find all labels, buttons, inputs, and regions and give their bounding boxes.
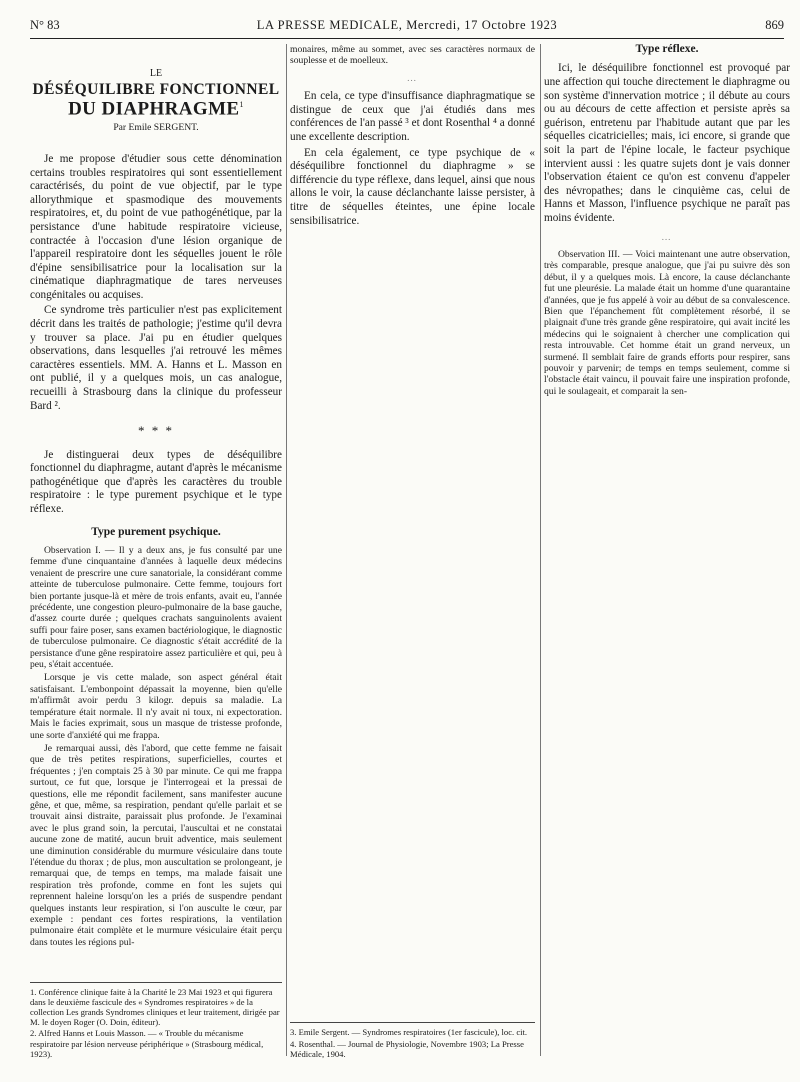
masthead: LA PRESSE MEDICALE, Mercredi, 17 Octobre 1923 xyxy=(256,18,558,32)
page-number: 869 xyxy=(765,18,784,32)
paragraph: Observation I. — Il y a deux ans, je fus consulté par une femme d'une cinquantaine d'années à laquelle deux médecins venaient de prescrire une cure sanatoriale, la considérant comme atteinte de tuberculose pulmonaire. Cette femme, toujours fort bien portante jusque-là et mère de trois enfants, avait eu, l'année précédente, une congestion pleuro-pulmonaire de la base gauche, d'assez courte durée ; quelques crachats sanguinolents avaient suffi pour faire poser, sans examen bactériologique, le diagnostic de tuberculose pulmonaire. Ce diagnostic s'était accrédité de la persistance d'une gêne respiratoire assez particulière et qui, peu à peu, s'était accentuée. xyxy=(30,545,282,671)
title-article: LE xyxy=(149,68,163,79)
omitted-text-marker: … xyxy=(406,72,419,84)
paragraph: Ce syndrome très particulier n'est pas explicitement décrit dans les traités de pathologie; j'estime qu'il devra y trouver sa place. J'ai pu en étudier quelques observations, dans lesquelles j'ai retrouvé les mêmes caractères essentiels. MM. A. Hanns et L. Masson en ont publié, il y a quelques mois, un cas analogue, recueilli à Strasbourg dans la clinique du professeur Bard ². xyxy=(30,304,282,412)
footnote: 2. Alfred Hanns et Louis Masson. — « Trouble du mécanisme respiratoire par lésion nerveuse périphérique » (Strasbourg médical, 1923). xyxy=(30,1028,264,1059)
page-header xyxy=(30,14,784,39)
article-title-line-2: DU DIAPHRAGME$^1$ xyxy=(68,98,244,120)
paragraph: monaires, même au sommet, avec ses caractères normaux de souplesse et de moelleux. xyxy=(290,44,535,67)
footnote: 4. Rosenthal. — Journal de Physiologie, Novembre 1903; La Presse Médicale, 1904. xyxy=(290,1038,524,1059)
paragraph: Ici, le déséquilibre fonctionnel est provoqué par une affection qui touche directement le diaphragme ou son système d'innervation motrice ; il débute au cours ou au décours de cette affection et persiste après sa guérison, entretenu par l'habitude autant que par les séquelles cicatricielles; mais, ici encore, si grande que soit la part de l'épine locale, le facteur psychique intervient aussi : les quatre sujets dont je vais donner l'observation étaient ce qu'on est convenu d'appeler des névropathes; dans le cinquième cas, celui de Hanns et Masson, l'influence psychique ne paraît pas moins évidente. xyxy=(544,62,790,224)
footnotes-right xyxy=(290,1022,535,1060)
footnotes-left xyxy=(30,982,282,1060)
column-rule xyxy=(286,44,287,1056)
paragraph: Je remarquai aussi, dès l'abord, que cette femme ne faisait que de très petites respirations, superficielles, courtes et fréquentes ; j'en comptais 25 à 30 par minute. Ce qui me frappa surtout, ce fut que, lorsque je l'interrogeai et la pressai de questions, elle me répondit facilement, sans manifester aucune gêne, et que, même, sa respiration, pendant qu'elle parlait et se trouvait ainsi distraite, paraissait plus profonde. Je l'examinai avec le plus grand soin, la percutai, l'auscultai et ne constatai aucune zone de matité, aucun bruit adventice, mais seulement une diminution considérable du murmure vésiculaire dans toute l'étendue du thorax ; de plus, mon auscultation se prolongeant, je remarquai que, de temps en temps, ma malade faisait une respiration très profonde, comme en font les sujets qui reprennent haleine lorsqu'on les a priés de suspendre pendant quelques instants leur respiration, si l'on ausculte le cœur, par exemple : pendant ces fortes respirations, la ventilation pulmonaire était complète et le murmure vésiculaire était perçu dans toutes les régions pul- xyxy=(30,742,282,948)
section-heading: Type réflexe. xyxy=(635,44,699,55)
paragraph: Observation III. — Voici maintenant une autre observation, très comparable, presque analogue, que j'ai pu suivre dès son début, il y a quelques mois. Là encore, la cause déclanchante fut une pleurésie. La malade était un homme d'une quarantaine d'années, que je fus appelé à voir au début de sa convalescence. Bien que l'épanchement fût complètement résorbé, il se plaignait d'une très grande gêne respiratoire, qui avait incité les médecins qui le soignaient à chercher une complication qui resta introuvable. Cet homme était un grand nerveux, un surmené. Il semblait faire de grands efforts pour respirer, sans pouvoir y parvenir; de temps en temps seulement, comme si l'obstacle était vaincu, il pouvait faire une inspiration profonde, qui le soulageait, et comparait la sen- xyxy=(544,248,790,397)
issue-number: N° 83 xyxy=(30,18,60,32)
column-2 xyxy=(290,44,535,1060)
byline: Par Emile SERGENT. xyxy=(113,121,199,133)
section-separator: * * * xyxy=(138,423,174,439)
paragraph: Je me propose d'étudier sous cette dénomination certains troubles respiratoires qui sont essentiellement caractérisés, du point de vue objectif, par le type allorythmique et spasmodique des mouvements respiratoires, et, du point de vue pathogénétique, par la persistance d'une habitude respiratoire vicieuse, contractée à l'occasion d'une lésion organique de l'appareil respiratoire dont les séquelles jouent le rôle d'épine sensibilisatrice pour la localisation sur la cinématique diaphragmatique de tares nerveuses congénitales ou acquises. xyxy=(30,152,282,301)
footnote: 3. Emile Sergent. — Syndromes respiratoires (1er fascicule), loc. cit. xyxy=(290,1027,528,1038)
paragraph: En cela, ce type d'insuffisance diaphragmatique se distingue de ceux que j'ai étudiés dans mes conférences de l'an passé ³ et dont Rosenthal ⁴ a donné une excellente description. xyxy=(290,90,535,143)
omitted-text-marker: … xyxy=(661,231,673,243)
paragraph: Lorsque je vis cette malade, son aspect général était satisfaisant. L'embonpoint dépassait la moyenne, bien qu'elle m'affirmât avoir perdu 3 kilogr. depuis sa maladie. La température était normale. Il n'y avait ni toux, ni expectoration. Mais le facies exprimait, sous un masque de tristesse profonde, une sorte d'anxiété qui me frappa. xyxy=(30,672,282,741)
section-heading: Type purement psychique. xyxy=(91,525,221,538)
column-rule xyxy=(540,44,541,1056)
paragraph: Je distinguerai deux types de déséquilibre fonctionnel du diaphragme, autant d'après le mécanisme pathogénétique que d'après les caractères du trouble respiratoire : le type purement psychique et le type réflexe. xyxy=(30,448,282,516)
paragraph: En cela également, ce type psychique de « déséquilibre fonctionnel du diaphragme » se différencie du type réflexe, dans lequel, ainsi que nous allons le voir, la cause déclanchante laisse persister, à titre de séquelles éteintes, une épine locale sensibilisatrice. xyxy=(290,146,535,227)
newspaper-page xyxy=(10,14,790,1072)
footnote: 1. Conférence clinique faite à la Charité le 23 Mai 1923 et qui figurera dans le deuxième fascicule des « Syndromes respiratoires » de la collection Les grands Syndromes cliniques et leur traitement, dirigée par M. le doyen Roger (O. Doin, éditeur). xyxy=(30,986,280,1028)
title-footnote-marker: 1 xyxy=(239,99,244,109)
column-1 xyxy=(30,44,282,1060)
article-title-line-1: DÉSÉQUILIBRE FONCTIONNEL xyxy=(32,81,280,99)
column-3 xyxy=(544,44,790,1060)
